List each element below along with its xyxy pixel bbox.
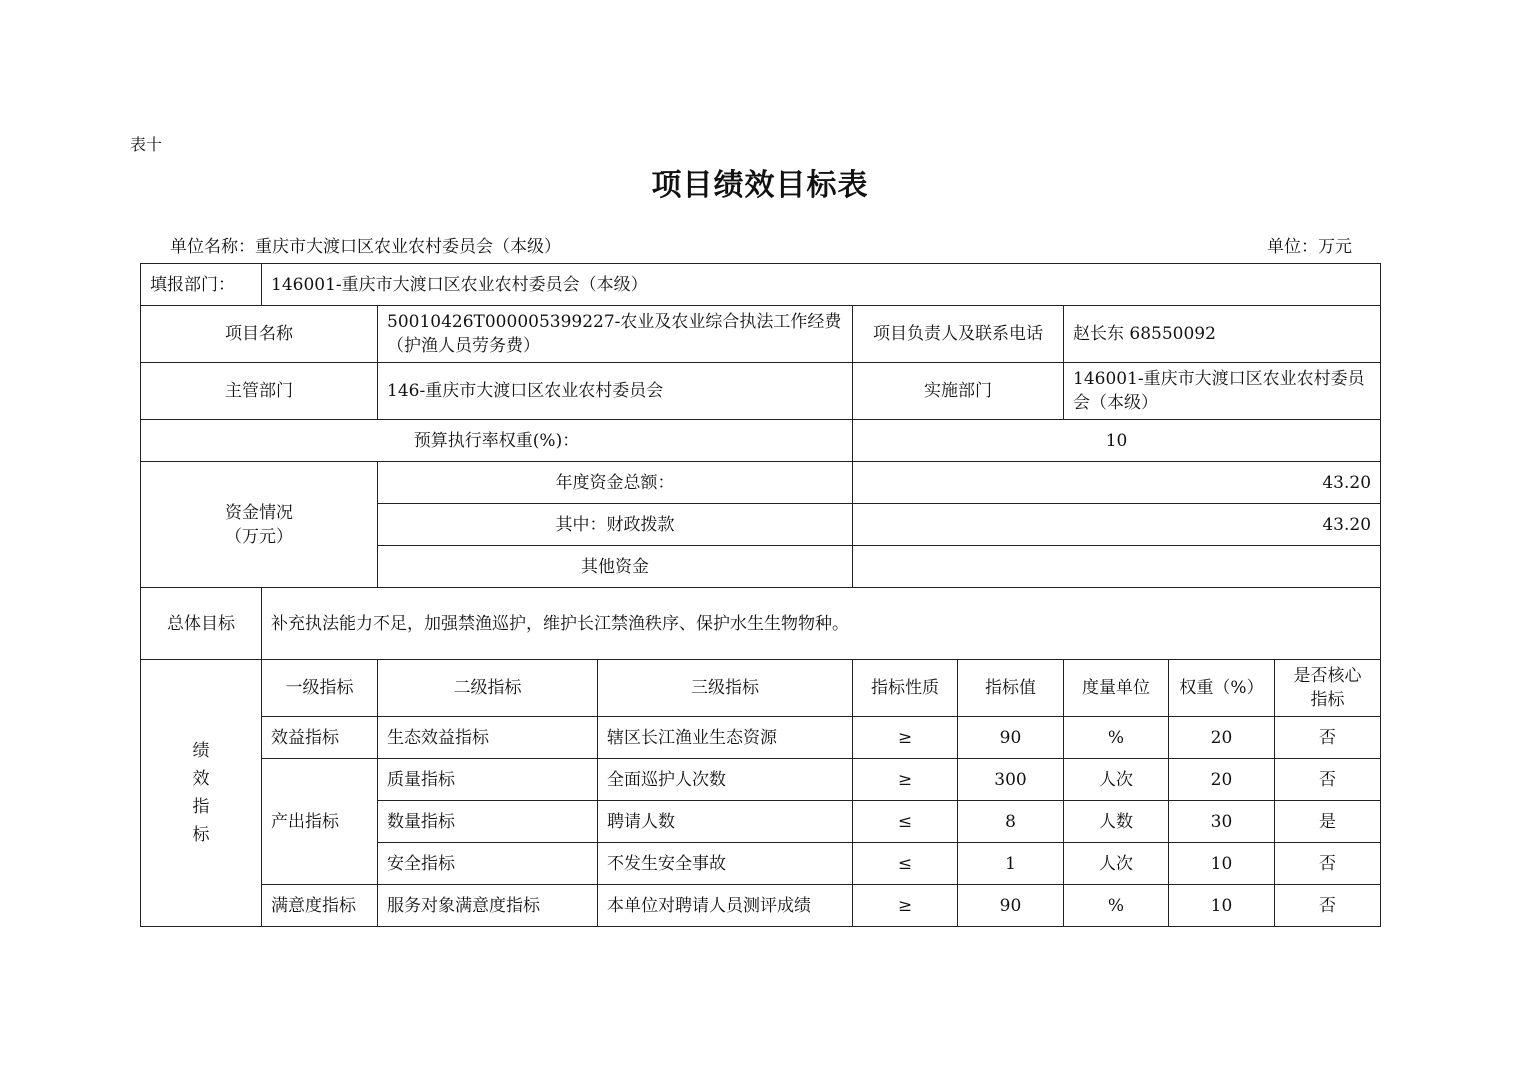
weight-cell: 10 [1169,843,1275,885]
impl-dept-value: 146001-重庆市大渡口区农业农村委员会（本级） [1064,363,1381,420]
core-cell: 是 [1275,801,1381,843]
header-level2: 二级指标 [378,660,598,717]
funds-label-line1: 资金情况 [225,502,293,523]
funds-label [141,462,378,588]
unit-cell: 人次 [1064,759,1169,801]
header-level1: 一级指标 [262,660,378,717]
annual-funds-label: 年度资金总额： [378,462,853,504]
budget-weight-label: 预算执行率权重(%)： [141,420,853,462]
fiscal-funds-label: 其中：财政拨款 [378,504,853,546]
core-cell: 否 [1275,885,1381,927]
supervisor-label: 主管部门 [141,363,378,420]
value-cell: 1 [958,843,1064,885]
fill-dept-label: 填报部门： [141,264,262,306]
other-funds-label: 其他资金 [378,546,853,588]
unit-cell: 人数 [1064,801,1169,843]
page-title: 项目绩效目标表 [651,168,869,203]
fill-dept-value: 146001-重庆市大渡口区农业农村委员会（本级） [262,264,1381,306]
owner-label: 项目负责人及联系电话 [853,306,1064,363]
currency-unit-label: 单位：万元 [1267,237,1352,257]
unit-cell: % [1064,885,1169,927]
section-char: 指 [192,797,210,817]
header-nature: 指标性质 [853,660,958,717]
supervisor-row [141,363,1381,420]
level2-cell: 数量指标 [378,801,598,843]
nature-cell: ≤ [853,801,958,843]
impl-dept-label: 实施部门 [853,363,1064,420]
level3-cell: 本单位对聘请人员测评成绩 [598,885,853,927]
table-row [141,885,1381,927]
header-weight: 权重（%） [1169,660,1275,717]
level2-cell: 安全指标 [378,843,598,885]
fiscal-funds-value: 43.20 [853,504,1381,546]
other-funds-value [853,546,1381,588]
nature-cell: ≥ [853,717,958,759]
header-core-line1: 是否核心 [1293,666,1362,686]
overall-goal-value: 补充执法能力不足，加强禁渔巡护，维护长江禁渔秩序、保护水生生物物种。 [262,588,1381,660]
budget-weight-row [141,420,1381,462]
weight-cell: 20 [1169,717,1275,759]
nature-cell: ≥ [853,885,958,927]
owner-value: 赵长东 68550092 [1064,306,1381,363]
nature-cell: ≤ [853,843,958,885]
indicator-section-label [141,660,262,927]
level2-cell: 服务对象满意度指标 [378,885,598,927]
header-value: 指标值 [958,660,1064,717]
level3-cell: 辖区长江渔业生态资源 [598,717,853,759]
funds-annual-row [141,462,1381,504]
level3-cell: 全面巡护人次数 [598,759,853,801]
budget-weight-value: 10 [853,420,1381,462]
indicator-header-row [141,660,1381,717]
unit-cell: % [1064,717,1169,759]
level3-cell: 不发生安全事故 [598,843,853,885]
overall-goal-label: 总体目标 [141,588,262,660]
section-char: 效 [192,769,210,789]
level3-cell: 聘请人数 [598,801,853,843]
weight-cell: 20 [1169,759,1275,801]
unit-cell: 人次 [1064,843,1169,885]
header-core [1275,660,1381,717]
value-cell: 300 [958,759,1064,801]
supervisor-value: 146-重庆市大渡口区农业农村委员会 [378,363,853,420]
performance-target-table [140,263,1381,927]
value-cell: 90 [958,717,1064,759]
fill-dept-row [141,264,1381,306]
core-cell: 否 [1275,843,1381,885]
table-number-label: 表十 [130,135,163,154]
value-cell: 8 [958,801,1064,843]
overall-goal-row [141,588,1381,660]
value-cell: 90 [958,885,1064,927]
weight-cell: 30 [1169,801,1275,843]
core-cell: 否 [1275,759,1381,801]
level2-cell: 质量指标 [378,759,598,801]
level1-cell: 产出指标 [262,759,378,885]
section-char: 标 [192,825,210,845]
level2-cell: 生态效益指标 [378,717,598,759]
project-name-row [141,306,1381,363]
header-level3: 三级指标 [598,660,853,717]
header-core-line2: 指标 [1310,690,1345,710]
nature-cell: ≥ [853,759,958,801]
core-cell: 否 [1275,717,1381,759]
weight-cell: 10 [1169,885,1275,927]
unit-name-label: 单位名称：重庆市大渡口区农业农村委员会（本级） [170,237,561,257]
level1-cell: 效益指标 [262,717,378,759]
funds-label-line2: （万元） [225,526,293,547]
table-row [141,717,1381,759]
header-unit: 度量单位 [1064,660,1169,717]
project-name-label: 项目名称 [141,306,378,363]
section-char: 绩 [192,741,210,761]
project-name-value: 50010426T000005399227-农业及农业综合执法工作经费（护渔人员劳务费） [378,306,853,363]
level1-cell: 满意度指标 [262,885,378,927]
table-row [141,759,1381,801]
annual-funds-value: 43.20 [853,462,1381,504]
